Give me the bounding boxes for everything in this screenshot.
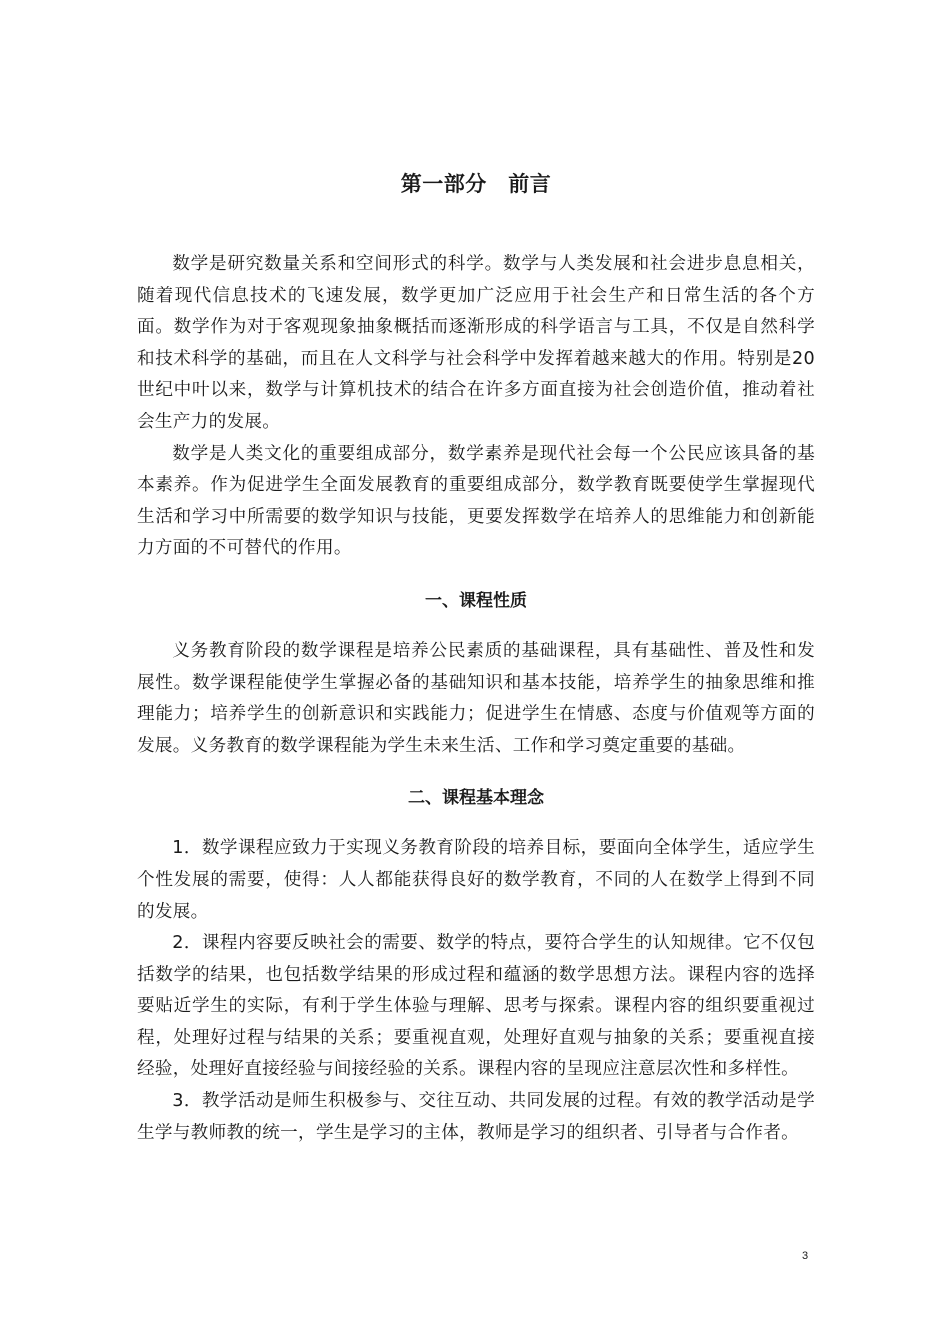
section-title-course-nature: 一、课程性质 [425, 590, 527, 611]
section-title-basic-concepts: 二、课程基本理念 [408, 788, 544, 809]
page-number: 3 [802, 1250, 809, 1262]
numbered-paragraph: 1．数学课程应致力于实现义务教育阶段的培养目标，要面向全体学生，适应学生个性发展的需要，使得：人人都能获得良好的数学教育，不同的人在数学上得到不同的发展。 [137, 838, 815, 922]
numbered-paragraph: 3．教学活动是师生积极参与、交往互动、共同发展的过程。有效的教学活动是学生学与教师教的统一，学生是学习的主体，教师是学习的组织者、引导者与合作者。 [137, 1091, 815, 1143]
numbered-paragraph: 2．课程内容要反映社会的需要、数学的特点，要符合学生的认知规律。它不仅包括数学的结果，也包括数学结果的形成过程和蕴涵的数学思想方法。课程内容的选择要贴近学生的实际，有利于学生体验与理解、思考与探索。课程内容的组织要重视过程，处理好过程与结果的关系；要重视直观，处理好直观与抽象的关系；要重视直接经验，处理好直接经验与间接经验的关系。课程内容的呈现应注意层次性和多样性。 [137, 933, 815, 1080]
body-paragraph: 数学是人类文化的重要组成部分，数学素养是现代社会每一个公民应该具备的基本素养。作为促进学生全面发展教育的重要组成部分，数学教育既要使学生掌握现代生活和学习中所需要的数学知识与技能，更要发挥数学在培养人的思维能力和创新能力方面的不可替代的作用。 [137, 443, 815, 559]
body-paragraph: 数学是研究数量关系和空间形式的科学。数学与人类发展和社会进步息息相关，随着现代信息技术的飞速发展，数学更加广泛应用于社会生产和日常生活的各个方面。数学作为对于客观现象抽象概括而逐渐形成的科学语言与工具，不仅是自然科学和技术科学的基础，而且在人文科学与社会科学中发挥着越来越大的作用。特别是20世纪中叶以来，数学与计算机技术的结合在许多方面直接为社会创造价值，推动着社会生产力的发展。 [137, 254, 815, 432]
part-title: 第一部分 前言 [400, 172, 552, 196]
page-content [137, 164, 815, 1149]
body-paragraph: 义务教育阶段的数学课程是培养公民素质的基础课程，具有基础性、普及性和发展性。数学课程能使学生掌握必备的基础知识和基本技能，培养学生的抽象思维和推理能力；培养学生的创新意识和实践能力；促进学生在情感、态度与价值观等方面的发展。义务教育的数学课程能为学生未来生活、工作和学习奠定重要的基础。 [137, 640, 815, 756]
